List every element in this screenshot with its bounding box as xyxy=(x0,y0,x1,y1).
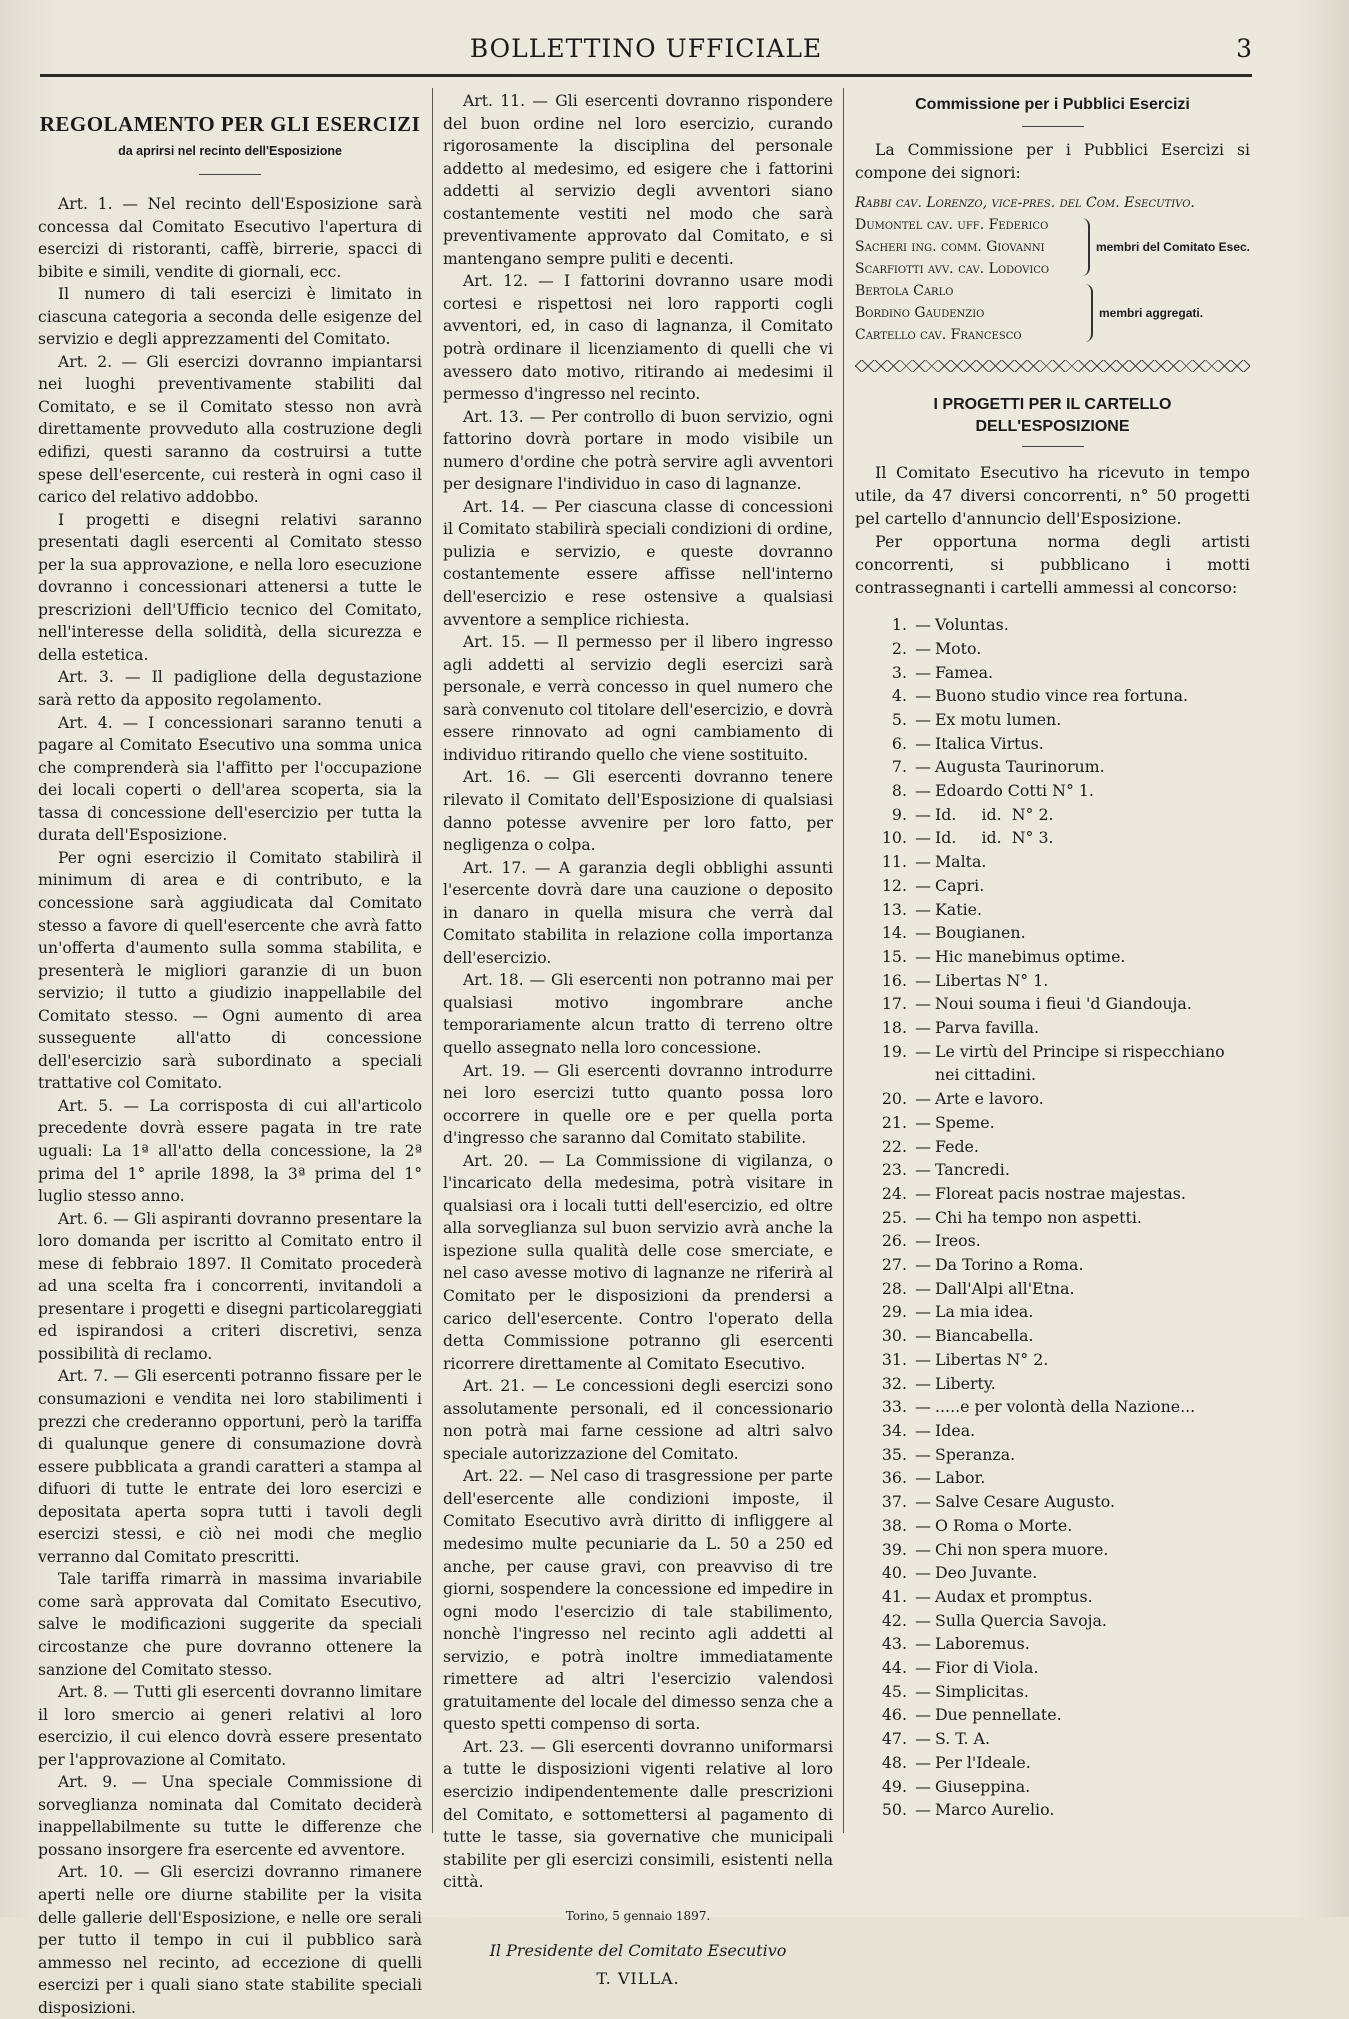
member-group-aggregati xyxy=(855,280,1250,346)
motto-text: Liberty. xyxy=(935,1373,996,1393)
column-divider xyxy=(843,88,844,1833)
article-paragraph: Art. 15. — Il permesso per il libero ingresso agli addetti al servizio degli esercizi sarà personale, e verrà concesso in quel numero che sarà convenuto col titolare dell'esercizio, e dovrà essere rinnovato ad ogni cambiamento di individuo ritirando quello che viene sostituito. xyxy=(443,633,833,764)
member-name: Sacheri ing. comm. Giovanni xyxy=(855,239,1045,256)
motto-dash: — xyxy=(915,852,931,872)
member-group-comitato xyxy=(855,214,1250,280)
motto-dash: — xyxy=(915,1444,931,1464)
motto-dash: — xyxy=(915,1089,931,1109)
motto-list xyxy=(855,613,1250,1822)
motto-item xyxy=(855,1561,1250,1585)
motto-number: 11. xyxy=(881,852,907,872)
motto-text: Arte e lavoro. xyxy=(935,1089,1044,1109)
motto-dash: — xyxy=(915,1705,931,1725)
motto-number: 42. xyxy=(881,1610,907,1630)
motto-item xyxy=(855,613,1250,637)
motto-dash: — xyxy=(915,1776,931,1796)
motto-number: 17. xyxy=(881,994,907,1014)
motto-number: 39. xyxy=(881,1539,907,1559)
motto-item xyxy=(855,708,1250,732)
motto-number: 15. xyxy=(881,946,907,966)
motto-number: 19. xyxy=(881,1041,907,1061)
article-paragraph: Art. 16. — Gli esercenti dovranno tenere rilevato il Comitato dell'Esposizione di qualsiasi danno potesse avvenire per loro fatto, per negligenza o colpa. xyxy=(443,768,833,855)
motto-text: Libertas N° 1. xyxy=(935,970,1049,990)
motto-dash: — xyxy=(915,899,931,919)
motto-dash: — xyxy=(915,923,931,943)
motto-dash: — xyxy=(915,686,931,706)
motto-dash: — xyxy=(915,875,931,895)
motto-number: 16. xyxy=(881,970,907,990)
motto-item xyxy=(855,898,1250,922)
bulletin-title: BOLLETTINO UFFICIALE xyxy=(469,34,823,63)
motto-number: 32. xyxy=(881,1373,907,1393)
member-name: Bordino Gaudenzio xyxy=(855,305,985,322)
title-rule xyxy=(199,174,261,175)
motto-dash: — xyxy=(915,1681,931,1701)
progetti-paragraph: Per opportuna norma degli artisti concorrenti, si pubblicano i motti contrassegnanti i cartelli ammessi al concorso: xyxy=(855,532,1250,598)
motto-number: 10. xyxy=(881,828,907,848)
motto-item xyxy=(855,1443,1250,1467)
motto-item xyxy=(855,661,1250,685)
motto-item xyxy=(855,945,1250,969)
motto-number: 20. xyxy=(881,1089,907,1109)
motto-text: Simplicitas. xyxy=(935,1681,1029,1701)
motto-text: Laboremus. xyxy=(935,1634,1030,1654)
motto-text: Marco Aurelio. xyxy=(935,1800,1055,1820)
motto-number: 38. xyxy=(881,1515,907,1535)
motto-number: 13. xyxy=(881,899,907,919)
motto-text: Fede. xyxy=(935,1136,979,1156)
motto-text: Labor. xyxy=(935,1468,986,1488)
motto-item xyxy=(855,1111,1250,1135)
motto-text: Parva favilla. xyxy=(935,1018,1040,1038)
motto-dash: — xyxy=(915,1112,931,1132)
motto-item xyxy=(855,684,1250,708)
motto-item xyxy=(855,1229,1250,1253)
motto-dash: — xyxy=(915,1326,931,1346)
motto-number: 48. xyxy=(881,1752,907,1772)
motto-number: 47. xyxy=(881,1729,907,1749)
column-right xyxy=(855,90,1250,1822)
motto-item xyxy=(855,1016,1250,1040)
motto-dash: — xyxy=(915,1515,931,1535)
title-rule xyxy=(1022,446,1084,447)
article-paragraph: Art. 11. — Gli esercenti dovranno rispondere del buon ordine nel loro esercizio, curando rigorosamente la disciplina del personale addetto al medesimo, ed esigere che i fattorini addetti al servizio degli avventori siano costantemente vestiti nel modo che sarà preventivamente approvato dal Comitato, e si mantengano sempre puliti e decenti. xyxy=(443,92,833,268)
article-paragraph: Art. 14. — Per ciascuna classe di concessioni il Comitato stabilirà speciali condizioni di ordine, pulizia e servizio, e queste dovranno costantemente essere affisse nell'interno dell'esercizio e rese ostensive a qualsiasi avventore a semplice richiesta. xyxy=(443,497,833,629)
motto-item xyxy=(855,850,1250,874)
motto-text: Katie. xyxy=(935,899,982,919)
motto-dash: — xyxy=(915,757,931,777)
motto-text: S. T. A. xyxy=(935,1729,990,1749)
motto-text: Voluntas. xyxy=(935,615,1009,635)
motto-text: Capri. xyxy=(935,875,985,895)
motto-dash: — xyxy=(915,1018,931,1038)
motto-item xyxy=(855,732,1250,756)
motto-item xyxy=(855,1300,1250,1324)
motto-number: 30. xyxy=(881,1326,907,1346)
motto-number: 9. xyxy=(891,804,907,824)
motto-text: Due pennellate. xyxy=(935,1705,1062,1725)
brace xyxy=(1076,218,1090,276)
commissione-members xyxy=(855,192,1250,346)
motto-item xyxy=(855,1324,1250,1348)
member-group-role: membri aggregati. xyxy=(1099,306,1204,321)
motto-dash: — xyxy=(915,1373,931,1393)
motto-item xyxy=(855,1395,1250,1419)
motto-text: Chi ha tempo non aspetti. xyxy=(935,1207,1142,1227)
article-paragraph: Art. 21. — Le concessioni degli esercizi sono assolutamente personali, ed il concessionario non potrà mai farne cessione ad altri salvo speciale autorizzazione del Comitato. xyxy=(443,1377,833,1463)
motto-number: 46. xyxy=(881,1705,907,1725)
article-paragraph: Art. 12. — I fattorini dovranno usare modi cortesi e rispettosi nei loro rapporti cogli avventori, ed, in caso di lagnanza, il Comitato potrà ordinare il licenziamento di quelli che vi avessero dato motivo, ritirando ai medesimi il permesso d'ingresso nel recinto. xyxy=(443,272,833,404)
motto-dash: — xyxy=(915,1278,931,1298)
motto-dash: — xyxy=(915,781,931,801)
motto-text: Speranza. xyxy=(935,1444,1016,1464)
motto-text: Italica Virtus. xyxy=(935,733,1044,753)
motto-item xyxy=(855,755,1250,779)
motto-item xyxy=(855,1087,1250,1111)
regolamento-body-part2 xyxy=(443,90,833,1894)
motto-dash: — xyxy=(915,615,931,635)
motto-dash: — xyxy=(915,1302,931,1322)
motto-item xyxy=(855,1775,1250,1799)
signature-place-date: Torino, 5 gennaio 1897. xyxy=(565,1908,711,1923)
motto-dash: — xyxy=(915,1658,931,1678)
motto-dash: — xyxy=(915,1752,931,1772)
article-paragraph: Art. 20. — La Commissione di vigilanza, o l'incaricato della medesima, potrà visitare in qualsiasi ora i locali tutti dell'esercizio, ed oltre alla sorveglianza sul buon servizio avrà anche la ispezione sulla qualità delle cose smerciate, e nel caso avesse motivo di lagnanze ne riferirà al Comitato per le disposizioni da prendersi a carico dell'esercente. Contro l'operato della detta Commissione potranno gli esercenti ricorrere direttamente al Comitato Esecutivo. xyxy=(443,1151,833,1373)
motto-dash: — xyxy=(915,662,931,682)
progetti-title: I PROGETTI PER IL CARTELLO DELL'ESPOSIZIONE xyxy=(933,396,1172,436)
motto-dash: — xyxy=(915,1634,931,1654)
motto-number: 44. xyxy=(881,1658,907,1678)
motto-number: 24. xyxy=(881,1183,907,1203)
motto-item xyxy=(855,1609,1250,1633)
motto-number: 26. xyxy=(881,1231,907,1251)
motto-item xyxy=(855,1158,1250,1182)
motto-text: Deo Juvante. xyxy=(935,1563,1038,1583)
motto-number: 49. xyxy=(881,1776,907,1796)
motto-dash: — xyxy=(915,1349,931,1369)
title-rule xyxy=(1022,126,1084,127)
motto-text: Per l'Ideale. xyxy=(935,1752,1031,1772)
motto-dash: — xyxy=(915,1492,931,1512)
motto-dash: — xyxy=(915,828,931,848)
motto-item xyxy=(855,1277,1250,1301)
motto-item xyxy=(855,1419,1250,1443)
member-name: Dumontel cav. uff. Federico xyxy=(855,217,1049,234)
article-paragraph: Art. 17. — A garanzia degli obblighi assunti l'esercente dovrà dare una cauzione o deposito in danaro in quella misura che verrà dal Comitato stabilita in relazione colla importanza dell'esercizio. xyxy=(443,858,833,967)
motto-item xyxy=(855,1798,1250,1822)
motto-text: Salve Cesare Augusto. xyxy=(935,1492,1116,1512)
motto-text: Ireos. xyxy=(935,1231,981,1251)
motto-text: Tancredi. xyxy=(935,1160,1010,1180)
motto-item xyxy=(855,1372,1250,1396)
regolamento-title: REGOLAMENTO PER GLI ESERCIZI xyxy=(39,112,421,136)
motto-item xyxy=(855,1040,1250,1087)
article-paragraph: Art. 9. — Una speciale Commissione di sorveglianza nominata dal Comitato deciderà inappellabilmente su tutte le differenze che possano insorgere fra esercente ed avventore. xyxy=(38,1773,422,1859)
motto-text: Floreat pacis nostrae majestas. xyxy=(935,1183,1186,1203)
motto-text: Id. id. N° 3. xyxy=(935,828,1054,848)
motto-number: 14. xyxy=(881,923,907,943)
motto-number: 41. xyxy=(881,1586,907,1606)
motto-text: Hic manebimus optime. xyxy=(935,946,1126,966)
motto-number: 6. xyxy=(891,733,907,753)
article-paragraph: Art. 23. — Gli esercenti dovranno uniformarsi a tutte le disposizioni vigenti relative al loro esercizio indipendentemente dalle prescrizioni del Comitato, e sottomettersi al pagamento di tutte le tasse, sia governative che municipali stabilite per gli esercizi consimili, esistenti nella città. xyxy=(443,1737,833,1892)
motto-text: Noui souma i fieui 'd Giandouja. xyxy=(935,994,1192,1014)
page-header xyxy=(40,30,1252,77)
motto-text: Id. id. N° 2. xyxy=(935,804,1054,824)
brace xyxy=(1079,284,1093,342)
motto-dash: — xyxy=(915,709,931,729)
motto-item xyxy=(855,1632,1250,1656)
motto-number: 36. xyxy=(881,1468,907,1488)
motto-number: 1. xyxy=(891,615,907,635)
commissione-intro: La Commissione per i Pubblici Esercizi si compone dei signori: xyxy=(855,141,1250,182)
motto-item xyxy=(855,1514,1250,1538)
motto-item xyxy=(855,874,1250,898)
motto-number: 18. xyxy=(881,1018,907,1038)
motto-text: Speme. xyxy=(935,1112,995,1132)
motto-dash: — xyxy=(915,1160,931,1180)
motto-number: 7. xyxy=(891,757,907,777)
motto-number: 5. xyxy=(891,709,907,729)
motto-text: Sulla Quercia Savoja. xyxy=(935,1610,1107,1630)
article-paragraph: Art. 5. — La corrisposta di cui all'articolo precedente dovrà essere pagata in tre rate uguali: La 1ª all'atto della concessione, la 2ª prima del 1° aprile 1898, la 3ª prima del 1° luglio stesso anno. xyxy=(38,1096,422,1206)
signature-role: Il Presidente del Comitato Esecutivo xyxy=(489,1940,787,1960)
article-paragraph: Art. 22. — Nel caso di trasgressione per parte dell'esercente alle condizioni imposte, il Comitato Esecutivo avrà diritto di infliggere al medesimo multe pecuniarie da L. 50 a 250 ed anche, per cause gravi, con preavviso di tre giorni, sospendere la concessione ed impedire in ogni modo l'esercizio di tale stabilimento, nonchè l'ingresso nel recinto agli addetti al servizio, e potrà inoltre immediatamente rimettere ad altri l'esercizio valendosi gratuitamente del locale del dimesso senza che a questo spetti compenso di sorta. xyxy=(443,1467,833,1734)
motto-dash: — xyxy=(915,1800,931,1820)
article-paragraph: Art. 13. — Per controllo di buon servizio, ogni fattorino dovrà portare in modo visibile un numero d'ordine che potrà servire agli avventori per designare l'individuo in caso di lagnanze. xyxy=(443,407,833,494)
motto-dash: — xyxy=(915,946,931,966)
motto-text: Augusta Taurinorum. xyxy=(935,757,1105,777)
progetti-paragraph: Il Comitato Esecutivo ha ricevuto in tempo utile, da 47 diversi concorrenti, n° 50 progetti pel cartello d'annuncio dell'Esposizione. xyxy=(855,463,1250,529)
motto-number: 2. xyxy=(891,638,907,658)
motto-number: 8. xyxy=(891,781,907,801)
motto-item xyxy=(855,1206,1250,1230)
motto-dash: — xyxy=(915,1563,931,1583)
article-paragraph: Art. 8. — Tutti gli esercenti dovranno limitare il loro smercio ai generi relativi al loro esercizio, il cui elenco dovrà essere presentato per l'approvazione al Comitato. xyxy=(38,1683,422,1769)
motto-item xyxy=(855,1680,1250,1704)
motto-number: 50. xyxy=(881,1800,907,1820)
article-paragraph: Art. 18. — Gli esercenti non potranno mai per qualsiasi motivo ingombrare anche temporariamente alcun tratto di terreno oltre quello assegnato nella loro concessione. xyxy=(443,971,833,1057)
page-number: 3 xyxy=(1236,34,1252,63)
article-paragraph: Art. 10. — Gli esercizi dovranno rimanere aperti nelle ore diurne stabilite per la visita delle gallerie dell'Esposizione, e nelle ore serali per tutto il tempo in cui il pubblico sarà ammesso nel recinto, ad eccezione di quelli esercizi per i quali siano state stabilite speciali disposizioni. xyxy=(38,1863,422,2017)
member-name: Bertola Carlo xyxy=(855,283,954,300)
motto-item xyxy=(855,826,1250,850)
motto-dash: — xyxy=(915,1255,931,1275)
motto-dash: — xyxy=(915,1586,931,1606)
motto-item xyxy=(855,1703,1250,1727)
motto-item xyxy=(855,921,1250,945)
motto-number: 33. xyxy=(881,1397,907,1417)
motto-text: Libertas N° 2. xyxy=(935,1349,1049,1369)
motto-text: Chi non spera muore. xyxy=(935,1539,1109,1559)
article-paragraph: Art. 3. — Il padiglione della degustazione sarà retto da apposito regolamento. xyxy=(38,668,422,710)
article-paragraph: Art. 19. — Gli esercenti dovranno introdurre nei loro esercizi tutto quanto possa loro occorrere in quelle ore e per quella porta d'ingresso che saranno dal Comitato stabilite. xyxy=(443,1061,833,1148)
motto-item xyxy=(855,1538,1250,1562)
motto-text: Bougianen. xyxy=(935,923,1026,943)
article-paragraph: Art. 7. — Gli esercenti potranno fissare per le consumazioni e vendita nei loro stabilimenti i prezzi che crederanno opportuni, però la tariffa di qualunque genere di consumazione dovrà essere pubblicata a grandi caratteri a stampa al difuori di tutte le entrate dei loro esercizi e depositata aperta sopra tutti i tavoli degli esercizi stessi, e ciò nei modi che meglio verranno dal Comitato prescritti. xyxy=(38,1367,422,1566)
progetti-intro xyxy=(855,461,1250,599)
motto-number: 25. xyxy=(881,1207,907,1227)
motto-dash: — xyxy=(915,1421,931,1440)
commissione-title: Commissione per i Pubblici Esercizi xyxy=(915,96,1190,113)
motto-text: .....e per volontà della Nazione... xyxy=(935,1397,1196,1417)
motto-number: 45. xyxy=(881,1681,907,1701)
article-paragraph: Art. 1. — Nel recinto dell'Esposizione sarà concessa dal Comitato Esecutivo l'apertura di esercizi di ristoranti, caffè, birrerie, spacci di bibite e simili, vendite di giornali, ecc. xyxy=(38,195,422,281)
member-name: Scarfiotti avv. cav. Lodovico xyxy=(855,261,1050,278)
motto-number: 21. xyxy=(881,1112,907,1132)
motto-dash: — xyxy=(915,1468,931,1488)
regolamento-subtitle: da aprirsi nel recinto dell'Esposizione xyxy=(118,144,342,158)
motto-text: Moto. xyxy=(935,638,982,658)
motto-number: 4. xyxy=(891,686,907,706)
motto-dash: — xyxy=(915,1041,931,1061)
motto-item xyxy=(855,1253,1250,1277)
motto-item xyxy=(855,1490,1250,1514)
member-name: Cartello cav. Francesco xyxy=(855,327,1022,344)
motto-text: Audax et promptus. xyxy=(935,1586,1093,1606)
motto-item xyxy=(855,1348,1250,1372)
motto-text: La mia idea. xyxy=(935,1302,1034,1322)
article-paragraph: Tale tariffa rimarrà in massima invariabile come sarà approvata dal Comitato Esecutivo, salve le modificazioni suggerite da speciali circostanze che pure dovranno ottenere la sanzione del Comitato stesso. xyxy=(38,1570,422,1679)
motto-item xyxy=(855,1182,1250,1206)
motto-number: 12. xyxy=(881,875,907,895)
motto-item xyxy=(855,637,1250,661)
motto-text: Famea. xyxy=(935,662,994,682)
motto-number: 23. xyxy=(881,1160,907,1180)
commissione-chair: Rabbi cav. Lorenzo, vice-pres. del Com. Esecutivo. xyxy=(855,195,1195,212)
motto-number: 31. xyxy=(881,1349,907,1369)
motto-dash: — xyxy=(915,1183,931,1203)
motto-text: Ex motu lumen. xyxy=(935,709,1062,729)
motto-item xyxy=(855,803,1250,827)
motto-item xyxy=(855,779,1250,803)
motto-text: Edoardo Cotti N° 1. xyxy=(935,781,1094,801)
motto-number: 22. xyxy=(881,1136,907,1156)
signature-name: T. VILLA. xyxy=(596,1969,680,1989)
motto-number: 37. xyxy=(881,1492,907,1512)
motto-dash: — xyxy=(915,1397,931,1417)
column-middle xyxy=(443,90,833,1991)
motto-text: Le virtù del Principe si rispecchiano nei cittadini. xyxy=(935,1041,1230,1085)
motto-text: Giuseppina. xyxy=(935,1776,1031,1796)
motto-item xyxy=(855,1466,1250,1490)
motto-dash: — xyxy=(915,1136,931,1156)
motto-number: 27. xyxy=(881,1255,907,1275)
motto-item xyxy=(855,1727,1250,1751)
motto-item xyxy=(855,969,1250,993)
member-group-role: membri del Comitato Esec. xyxy=(1095,240,1250,255)
article-paragraph: Per ogni esercizio il Comitato stabilirà il minimum di area e di contributo, e la concessione sarà aggiudicata dal Comitato stesso a favore di quell'esercente che avrà fatto un'offerta d'aumento sulla somma stabilita, e presenterà le migliori garanzie di un buon servizio; il tutto a giudizio inappellabile del Comitato stesso. — Ogni aumento di area susseguente all'atto di concessione dell'esercizio sarà subordinato a speciali trattative col Comitato. xyxy=(38,848,422,1093)
article-paragraph: Art. 4. — I concessionari saranno tenuti a pagare al Comitato Esecutivo una somma unica che comprenderà sia l'affitto per l'occupazione dei locali coperti o dell'area scoperta, sia la tassa di concessione dell'esercizio per tutta la durata dell'Esposizione. xyxy=(38,713,422,845)
motto-dash: — xyxy=(915,1539,931,1559)
motto-text: Da Torino a Roma. xyxy=(935,1255,1084,1275)
motto-number: 34. xyxy=(881,1421,907,1440)
motto-text: Malta. xyxy=(935,852,987,872)
motto-number: 43. xyxy=(881,1634,907,1654)
motto-number: 40. xyxy=(881,1563,907,1583)
motto-dash: — xyxy=(915,804,931,824)
regolamento-body-part1 xyxy=(38,193,422,2019)
motto-dash: — xyxy=(915,1207,931,1227)
motto-text: Biancabella. xyxy=(935,1326,1034,1346)
motto-dash: — xyxy=(915,994,931,1014)
motto-text: Idea. xyxy=(935,1421,976,1440)
motto-item xyxy=(855,1751,1250,1775)
column-left xyxy=(38,90,422,2019)
motto-item xyxy=(855,1656,1250,1680)
motto-number: 29. xyxy=(881,1302,907,1322)
motto-dash: — xyxy=(915,1231,931,1251)
motto-dash: — xyxy=(915,1610,931,1630)
motto-dash: — xyxy=(915,970,931,990)
article-paragraph: Il numero di tali esercizi è limitato in ciascuna categoria a seconda delle esigenze del servizio e degli apprezzamenti del Comitato. xyxy=(38,285,422,349)
motto-text: Fior di Viola. xyxy=(935,1658,1039,1678)
motto-text: Buono studio vince rea fortuna. xyxy=(935,686,1189,706)
motto-text: O Roma o Morte. xyxy=(935,1515,1073,1535)
motto-dash: — xyxy=(915,733,931,753)
motto-text: Dall'Alpi all'Etna. xyxy=(935,1278,1075,1298)
motto-number: 3. xyxy=(891,662,907,682)
motto-number: 35. xyxy=(881,1444,907,1464)
article-paragraph: I progetti e disegni relativi saranno presentati dagli esercenti al Comitato stesso per la sua approvazione, e nella loro esecuzione dovranno i concessionari attenersi a tutte le prescrizioni dell'Ufficio tecnico del Comitato, nell'interesse della solidità, della sicurezza e della estetica. xyxy=(38,510,422,664)
motto-item xyxy=(855,992,1250,1016)
motto-dash: — xyxy=(915,638,931,658)
article-paragraph: Art. 2. — Gli esercizi dovranno impiantarsi nei luoghi preventivamente stabiliti dal Comitato, e se il Comitato stesso non avrà direttamente provveduto alla costruzione degli edifizi, questi saranno da costruirsi a tutte spese dell'esercente, cui resterà in ogni caso il carico del relativo addobbo. xyxy=(38,352,422,507)
motto-item xyxy=(855,1135,1250,1159)
article-paragraph: Art. 6. — Gli aspiranti dovranno presentare la loro domanda per iscritto al Comitato entro il mese di febbraio 1897. Il Comitato procederà ad una scelta fra i concorrenti, invitandoli a presentare i progetti e disegni particolareggiati ed ispirandosi a criteri discretivi, senza possibilità di reclamo. xyxy=(38,1209,422,1363)
column-divider xyxy=(432,88,433,1833)
motto-number: 28. xyxy=(881,1278,907,1298)
ornamental-divider xyxy=(855,360,1250,372)
motto-dash: — xyxy=(915,1729,931,1749)
motto-item xyxy=(855,1585,1250,1609)
